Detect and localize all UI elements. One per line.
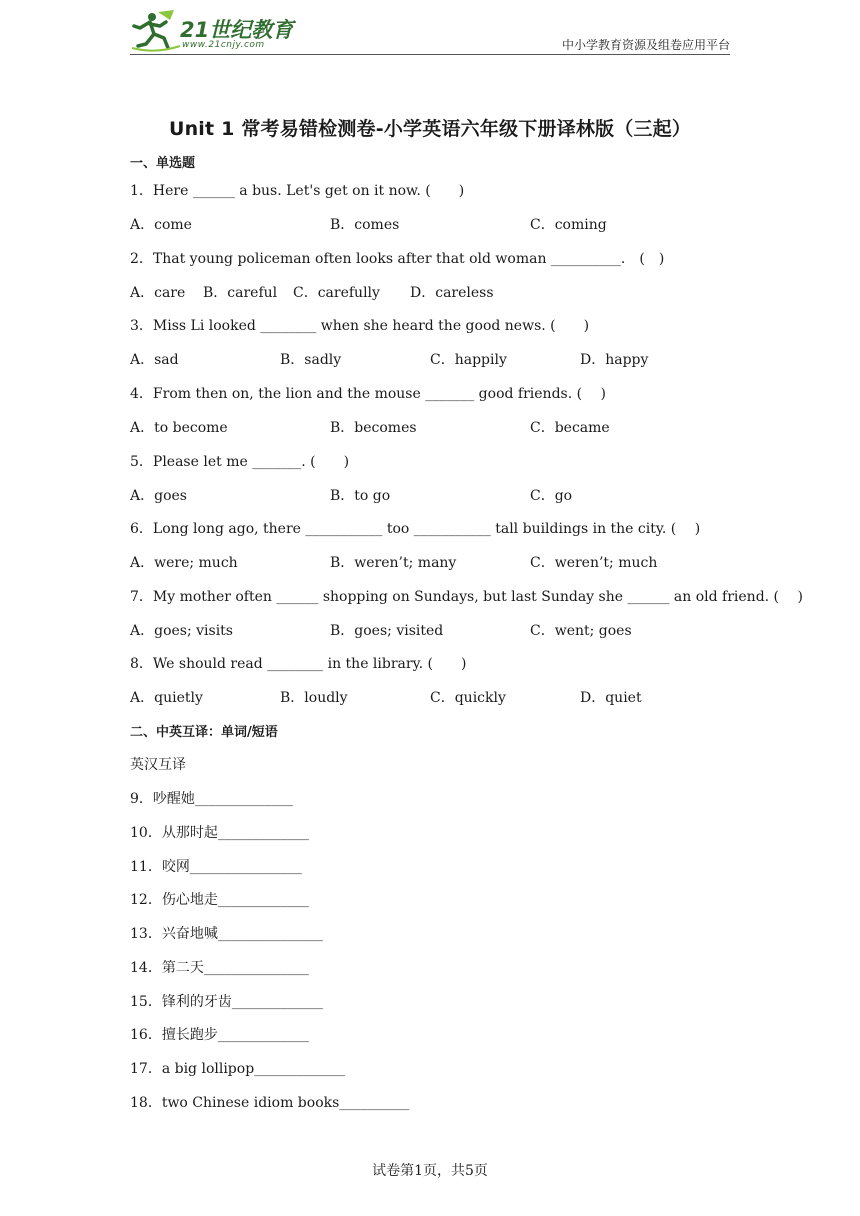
page-footer: 试卷第1页，共5页 bbox=[372, 1163, 488, 1179]
question-5: 5．Please let me _______. ( ) bbox=[130, 454, 350, 470]
header-divider bbox=[130, 54, 730, 55]
platform-name: 中小学教育资源及组卷应用平台 bbox=[561, 38, 730, 52]
option-5a: A．goes bbox=[130, 488, 187, 504]
translation-item-10: 10．从那时起_____________ bbox=[130, 825, 309, 841]
translation-item-16: 16．擅长跑步_____________ bbox=[130, 1027, 309, 1043]
option-6b: B．weren’t; many bbox=[330, 555, 457, 571]
translation-item-13: 13．兴奋地喊_______________ bbox=[130, 926, 323, 942]
option-2d: D．careless bbox=[410, 285, 494, 301]
option-3a: A．sad bbox=[130, 352, 179, 368]
question-1: 1．Here ______ a bus. Let's get on it now. ( ) bbox=[130, 183, 465, 199]
translation-item-18: 18．two Chinese idiom books__________ bbox=[130, 1095, 410, 1111]
option-4b: B．becomes bbox=[330, 420, 417, 436]
option-3d: D．happy bbox=[580, 352, 649, 368]
option-7c: C．went; goes bbox=[530, 623, 632, 639]
option-7a: A．goes; visits bbox=[130, 623, 233, 639]
page-title: Unit 1 常考易错检测卷-小学英语六年级下册译林版（三起） bbox=[168, 118, 692, 140]
option-8c: C．quickly bbox=[430, 690, 506, 706]
option-5b: B．to go bbox=[330, 488, 391, 504]
option-2c: C．carefully bbox=[293, 285, 380, 301]
question-8: 8．We should read ________ in the library. ( ) bbox=[130, 656, 467, 672]
option-1b: B．comes bbox=[330, 217, 400, 233]
logo bbox=[130, 8, 300, 52]
option-7b: B．goes; visited bbox=[330, 623, 444, 639]
option-6a: A．were; much bbox=[130, 555, 238, 571]
option-1c: C．coming bbox=[530, 217, 607, 233]
section-heading-single-choice: 一、单选题 bbox=[130, 156, 196, 171]
subheading-translation: 英汉互译 bbox=[130, 757, 186, 773]
option-8a: A．quietly bbox=[130, 690, 203, 706]
option-2a: A．care bbox=[130, 285, 186, 301]
question-7: 7．My mother often ______ shopping on Sundays, but last Sunday she ______ an old friend. ( ) bbox=[130, 589, 803, 605]
option-4c: C．became bbox=[530, 420, 610, 436]
question-4: 4．From then on, the lion and the mouse _______ good friends. ( ) bbox=[130, 386, 606, 402]
option-6c: C．weren’t; much bbox=[530, 555, 658, 571]
question-3: 3．Miss Li looked ________ when she heard the good news. ( ) bbox=[130, 318, 590, 334]
translation-item-14: 14．第二天_______________ bbox=[130, 960, 309, 976]
logo-text: 21世纪教育 bbox=[180, 18, 294, 42]
option-2b: B．careful bbox=[203, 285, 278, 301]
section-heading-translation: 二、中英互译：单词/短语 bbox=[130, 725, 278, 740]
option-8b: B．loudly bbox=[280, 690, 348, 706]
option-3b: B．sadly bbox=[280, 352, 342, 368]
option-4a: A．to become bbox=[130, 420, 228, 436]
translation-item-9: 9．吵醒她______________ bbox=[130, 791, 293, 807]
translation-item-12: 12．伤心地走_____________ bbox=[130, 892, 309, 908]
translation-item-11: 11．咬网________________ bbox=[130, 859, 302, 875]
option-1a: A．come bbox=[130, 217, 192, 233]
option-3c: C．happily bbox=[430, 352, 507, 368]
translation-item-17: 17．a big lollipop_____________ bbox=[130, 1061, 346, 1077]
page-header bbox=[130, 8, 730, 56]
translation-item-15: 15．锋利的牙齿_____________ bbox=[130, 994, 323, 1010]
option-5c: C．go bbox=[530, 488, 573, 504]
runner-logo-icon bbox=[130, 8, 182, 52]
question-2: 2．That young policeman often looks after that old woman __________. ( ) bbox=[130, 251, 665, 267]
option-8d: D．quiet bbox=[580, 690, 642, 706]
question-6: 6．Long long ago, there ___________ too ___________ tall buildings in the city. ( ) bbox=[130, 521, 701, 537]
logo-url: www.21cnjy.com bbox=[182, 40, 265, 50]
